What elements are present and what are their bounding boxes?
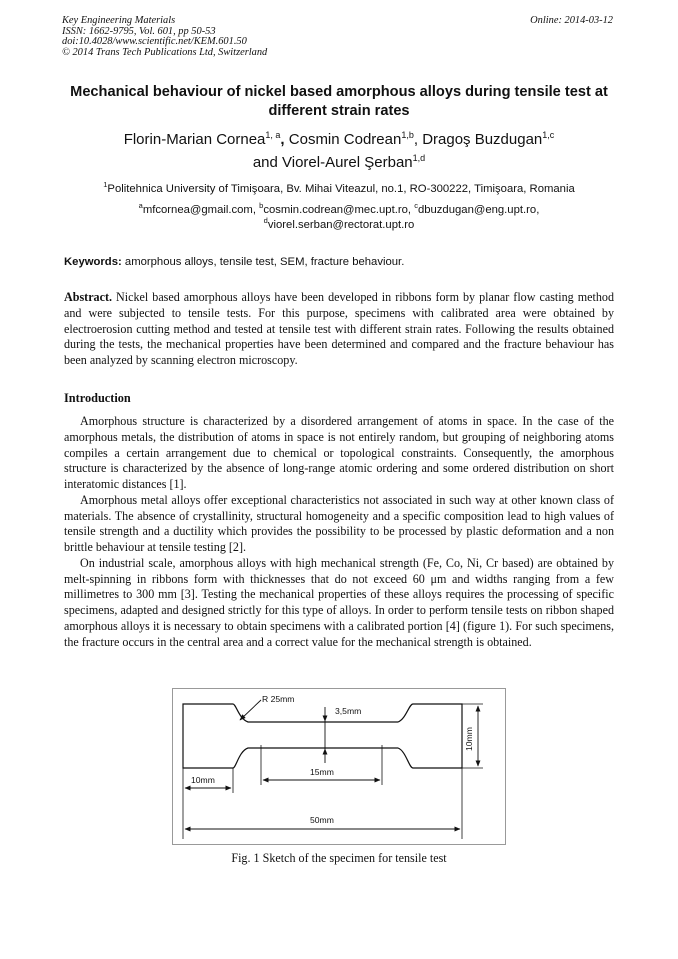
online-date: Online: 2014-03-12 <box>530 15 613 26</box>
email-sup: c <box>414 201 418 211</box>
journal-issn: ISSN: 1662-9795, Vol. 601, pp 50-53 <box>62 25 216 37</box>
email-sup: a <box>138 201 143 211</box>
radius-leader <box>240 700 261 720</box>
specimen-outline <box>183 704 462 768</box>
journal-name: Key Engineering Materials <box>62 15 176 26</box>
section-heading-introduction: Introduction <box>64 391 131 405</box>
paper-title: Mechanical behaviour of nickel based amorphous alloys during tensile test at different strain rates <box>70 84 608 119</box>
journal-copyright: © 2014 Trans Tech Publications Ltd, Switzerland <box>62 46 268 58</box>
grip-length-label: 10mm <box>191 775 215 785</box>
email-link[interactable]: mfcornea@gmail.com <box>142 204 253 216</box>
paragraph: Amorphous metal alloys offer exceptional characteristics not associated in such way at other known class of materials. The absence of crystallinity, structural homogeneity and a specific composition lead to high values of tensile strength and a ductility which provides the possibility to be processed by plastic deformation and a non brittle behaviour at tensile testing [2]. <box>64 492 614 554</box>
author-sup: 1,c <box>542 130 555 140</box>
abstract-text: Nickel based amorphous alloys have been developed in ribbons form by planar flow casting method and were subjected to tensile tests. For this purpose, specimens with calibrated area were obtained by electroerosion cutting method and tested at tensile test with different strain rates. Following the results obtained during the tests, the mechanical properties have been determined and compared and the fracture behaviour has been analyzed by scanning electron microscopy. <box>64 290 614 367</box>
email-sup: d <box>263 216 268 226</box>
affiliation <box>60 182 618 196</box>
total-length-label: 50mm <box>310 815 334 825</box>
author-name: Viorel-Aurel Şerban <box>282 154 413 171</box>
author-name: Cosmin Codrean <box>288 131 402 148</box>
author-list: Florin-Marian Cornea$^{1, a}$, Cosmin Codrean$^{1,b}$, Dragoş Buzdugan$^{1,c}$ and Viorel-Aurel Şerban$^{1,d}$ <box>123 130 555 171</box>
keywords <box>64 255 614 269</box>
author-name: Dragoş Buzdugan <box>422 131 543 148</box>
email-sup: b <box>259 201 264 211</box>
journal-doi: doi:10.4028/www.scientific.net/KEM.601.50 <box>62 36 247 48</box>
author-sup: 1,b <box>401 130 414 140</box>
journal-header <box>62 16 267 58</box>
author-sup: 1, a <box>265 130 281 140</box>
abstract <box>64 290 614 369</box>
keywords-label: Keywords: <box>64 256 122 268</box>
gauge-length-label: 15mm <box>310 767 334 777</box>
gauge-width-label: 3,5mm <box>335 706 362 716</box>
email-link[interactable]: dbuzdugan@eng.upt.ro <box>417 204 537 216</box>
abstract-label: Abstract. <box>64 290 113 304</box>
email-link[interactable]: viorel.serban@rectorat.upt.ro <box>267 219 415 231</box>
affiliation-sup: 1 <box>103 180 108 190</box>
email-link[interactable]: cosmin.codrean@mec.upt.ro <box>263 204 408 216</box>
author-name: Florin-Marian Cornea <box>123 131 266 148</box>
total-width-label: 10mm <box>464 727 474 751</box>
specimen-drawing <box>173 689 507 846</box>
figure-specimen-sketch <box>172 688 506 845</box>
email-list: $^a$mfcornea@gmail.com, $^b$cosmin.codrean@mec.upt.ro, $^c$dbuzdugan@eng.upt.ro, $^d$viorel.serban@rectorat.upt.ro <box>138 201 540 231</box>
introduction-body <box>64 414 614 650</box>
radius-label: R 25mm <box>262 694 295 704</box>
keywords-text: amorphous alloys, tensile test, SEM, fracture behaviour. <box>124 256 405 268</box>
paragraph: Amorphous structure is characterized by a disordered arrangement of atoms in space. In the case of the amorphous metals, the distribution of atoms in space is not entirely random, but grouping of neighboring atoms compiles a certain arrangement due to chemical or topological constraints. Consequently, the amorphous structure is characterized by the absence of long-range atomic ordering and some ordered distribution on short interatomic distances [1]. <box>64 414 614 491</box>
figure-caption: Fig. 1 Sketch of the specimen for tensile test <box>231 851 447 865</box>
affiliation-text: Politehnica University of Timişoara, Bv. Mihai Viteazul, no.1, RO-300222, Timişoara, Romania <box>107 183 575 195</box>
paragraph: On industrial scale, amorphous alloys with high mechanical strength (Fe, Co, Ni, Cr based) are obtained by melt-spinning in ribbons form with thicknesses that do not exceed 60 μm and widths ranging from a few millimetres to 300 mm [3]. Testing the mechanical properties of these alloys requires the processing of specific specimens, adapted and designed strictly for this type of alloys. In order to perform tensile tests on ribbon shaped amorphous alloys it is necessary to obtain specimens with a calibrated portion [4] (figure 1). For such specimens, the fracture occurs in the central area and a correct value for the mechanical strength is obtained. <box>64 555 614 649</box>
author-sup: 1,d <box>412 153 426 163</box>
